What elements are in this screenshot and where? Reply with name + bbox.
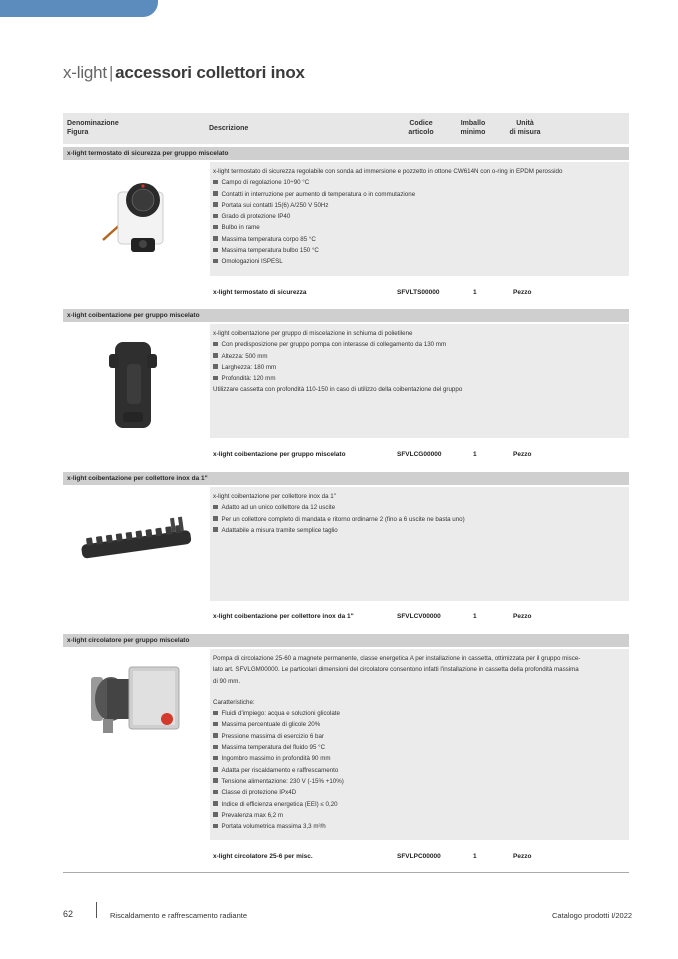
- section-heading: x-light termostato di sicurezza per gruppo miscelato: [63, 147, 629, 160]
- product-name: x-light coibentazione per gruppo miscelato: [213, 451, 346, 458]
- header-codice: Codice articolo: [408, 120, 434, 136]
- description-thermostat: x-light termostato di sicurezza regolabile con sonda ad immersione e pozzetto in ottone CW614N con o-ring in EPDM perossido Campo di regolazione 10÷90 °C Contatti in interruzione per aumento di temperatura o in commutazione Portata sui contatti 15(6) A/250 V 50Hz Grado di protezione IP40 Bulbo in rame Massima temperatura corpo 85 °C Massima temperatura bulbo 150 °C Omologazioni ISPESL: [210, 162, 629, 276]
- product-qty: 1: [473, 613, 477, 620]
- product-image-insulation-manifold: [63, 487, 210, 601]
- description-insulation-manifold: x-light coibentazione per collettore inox da 1" Adatto ad un unico collettore da 12 uscite Per un collettore completo di mandata e ritorno ordinarne 2 (fino a 6 uscite ne basta uno) Adattabile a misura tramite semplice taglio: [210, 487, 629, 601]
- product-name: x-light termostato di sicurezza: [213, 289, 307, 296]
- footer-section-title: Riscaldamento e raffrescamento radiante: [110, 911, 248, 920]
- product-row: [210, 448, 629, 462]
- divider: [63, 872, 629, 873]
- insulation-shell-image: [63, 324, 210, 438]
- product-unit: Pezzo: [513, 853, 532, 860]
- circulator-pump-image: [63, 649, 210, 759]
- product-code: SFVLCV00000: [397, 613, 441, 620]
- product-name: x-light coibentazione per collettore inox da 1": [213, 613, 354, 620]
- footer-divider: [96, 902, 97, 918]
- product-image-pump: [63, 649, 210, 839]
- product-unit: Pezzo: [513, 613, 532, 620]
- header-descrizione: Descrizione: [209, 125, 249, 132]
- product-row: [210, 286, 629, 300]
- header-denominazione: Denominazione Figura: [67, 120, 119, 136]
- manifold-insulation-image: [63, 487, 210, 601]
- product-qty: 1: [473, 853, 477, 860]
- product-image-thermostat: [63, 162, 210, 277]
- product-name: x-light circolatore 25-6 per misc.: [213, 853, 313, 860]
- description-insulation-group: x-light coibentazione per gruppo di miscelazione in schiuma di polietilene Con predisposizione per gruppo pompa con interasse di collegamento da 130 mm Altezza: 500 mm Larghezza: 180 mm Profondità: 120 mm Utilizzare cassetta con profondità 110-150 in caso di utilizzo della coibentazione del gruppo: [210, 324, 629, 438]
- section-heading: x-light circolatore per gruppo miscelato: [63, 634, 629, 647]
- corner-tab: [0, 0, 158, 17]
- description-pump: Pompa di circolazione 25-60 a magnete permanente, classe energetica A per installazione in cassetta, ottimizzata per il gruppo misce- lato art. SFVLGM00000. Le particolari dimensioni del circolatore consentono infatti l'installazione in cassetta della profondità massima di 90 mm. Caratteristiche: Fluidi d'impiego: acqua e soluzioni glicolate Massima percentuale di glicole 20% Pressione massima di esercizio 6 bar Massima temperatura del fluido 95 °C Ingombro massimo in profondità 90 mm Adatta per riscaldamento e raffrescamento Tensione alimentazione: 230 V (-15% +10%) Classe di protezione IPx4D Indice di efficienza energetica (EEI) ≤ 0,20 Prevalenza max 6,2 m Portata volumetrica massima 3,3 m³/h: [210, 649, 629, 840]
- table-header: [63, 113, 629, 144]
- product-code: SFVLCG00000: [397, 451, 442, 458]
- page-number: 62: [63, 909, 74, 919]
- page-title: x-light | accessori collettori inox: [63, 63, 305, 82]
- thermostat-image: [63, 162, 210, 277]
- product-code: SFVLPC00000: [397, 853, 441, 860]
- product-code: SFVLTS00000: [397, 289, 440, 296]
- product-qty: 1: [473, 289, 477, 296]
- product-row: [210, 610, 629, 624]
- header-unita: Unità di misura: [509, 120, 541, 136]
- header-imballo: Imballo minimo: [460, 120, 486, 136]
- section-heading: x-light coibentazione per gruppo miscelato: [63, 309, 629, 322]
- footer-catalog-title: Catalogo prodotti I/2022: [552, 911, 633, 920]
- section-heading: x-light coibentazione per collettore inox da 1": [63, 472, 629, 485]
- product-qty: 1: [473, 451, 477, 458]
- product-unit: Pezzo: [513, 451, 532, 458]
- product-unit: Pezzo: [513, 289, 532, 296]
- product-row: [210, 850, 629, 864]
- product-image-insulation-group: [63, 324, 210, 438]
